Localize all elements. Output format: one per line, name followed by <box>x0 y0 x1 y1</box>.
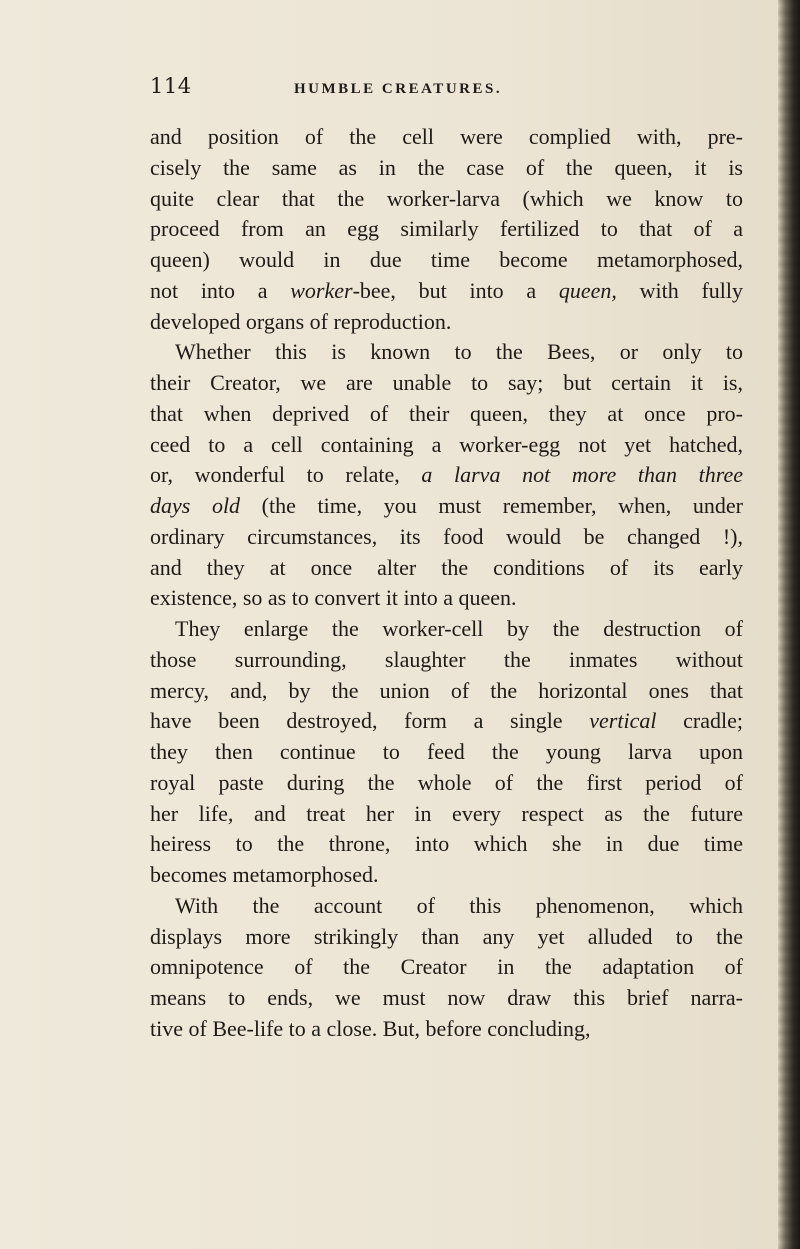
paragraph <box>150 614 743 891</box>
page-number: 114 <box>150 74 192 98</box>
text-line: that when deprived of their queen, they at once pro- <box>150 400 743 426</box>
text-line: not into a worker-bee, but into a queen, with fully <box>150 277 743 303</box>
paragraph <box>150 337 743 614</box>
text-line: omnipotence of the Creator in the adaptation of <box>150 954 743 980</box>
text-line: tive of Bee-life to a close. But, before concluding, <box>150 1015 591 1041</box>
paragraph <box>150 122 743 337</box>
text-line: existence, so as to convert it into a queen. <box>150 585 517 611</box>
text-line: ceed to a cell containing a worker-egg not yet hatched, <box>150 431 743 457</box>
text-line: With the account of this phenomenon, which <box>175 892 743 918</box>
text-line: they then continue to feed the young larva upon <box>150 739 743 764</box>
text-line: or, wonderful to relate, a larva not more than three <box>150 462 743 488</box>
paragraph <box>150 891 743 1045</box>
italic-text: a larva not more than three <box>421 462 743 488</box>
page-header <box>150 74 770 104</box>
text-line: her life, and treat her in every respect as the future <box>150 800 743 826</box>
running-head: HUMBLE CREATURES. <box>294 81 503 97</box>
text-line: mercy, and, by the union of the horizontal ones that <box>150 677 743 703</box>
text-line: They enlarge the worker-cell by the destruction of <box>175 616 743 641</box>
italic-text: vertical <box>589 708 657 734</box>
text-line: days old (the time, you must remember, when, under <box>150 493 743 518</box>
text-line: developed organs of reproduction. <box>150 308 452 334</box>
text-line: Whether this is known to the Bees, or only to <box>175 339 743 365</box>
body-text <box>150 122 743 1045</box>
italic-text: days old <box>150 493 241 518</box>
text-line: becomes metamorphosed. <box>150 862 379 887</box>
book-spine-edge <box>778 0 800 1249</box>
text-line: and position of the cell were complied with, pre- <box>150 124 743 149</box>
italic-text: queen, <box>558 277 617 303</box>
text-line: royal paste during the whole of the first period of <box>150 769 743 795</box>
text-line: and they at once alter the conditions of its early <box>150 554 743 580</box>
text-line: those surrounding, slaughter the inmates without <box>150 646 743 672</box>
text-line: their Creator, we are unable to say; but certain it is, <box>150 370 743 395</box>
italic-text: worker <box>290 277 353 303</box>
text-line: heiress to the throne, into which she in due time <box>150 831 743 857</box>
text-line: proceed from an egg similarly fertilized to that of a <box>150 216 743 242</box>
text-line: quite clear that the worker-larva (which we know to <box>150 185 743 211</box>
text-line: means to ends, we must now draw this brief narra- <box>150 985 743 1010</box>
text-line: ordinary circumstances, its food would be changed !), <box>150 523 743 549</box>
text-line: displays more strikingly than any yet alluded to the <box>150 923 743 949</box>
text-line: cisely the same as in the case of the queen, it is <box>150 154 743 180</box>
text-line: queen) would in due time become metamorphosed, <box>150 247 743 272</box>
text-line: have been destroyed, form a single vertical cradle; <box>150 708 743 734</box>
